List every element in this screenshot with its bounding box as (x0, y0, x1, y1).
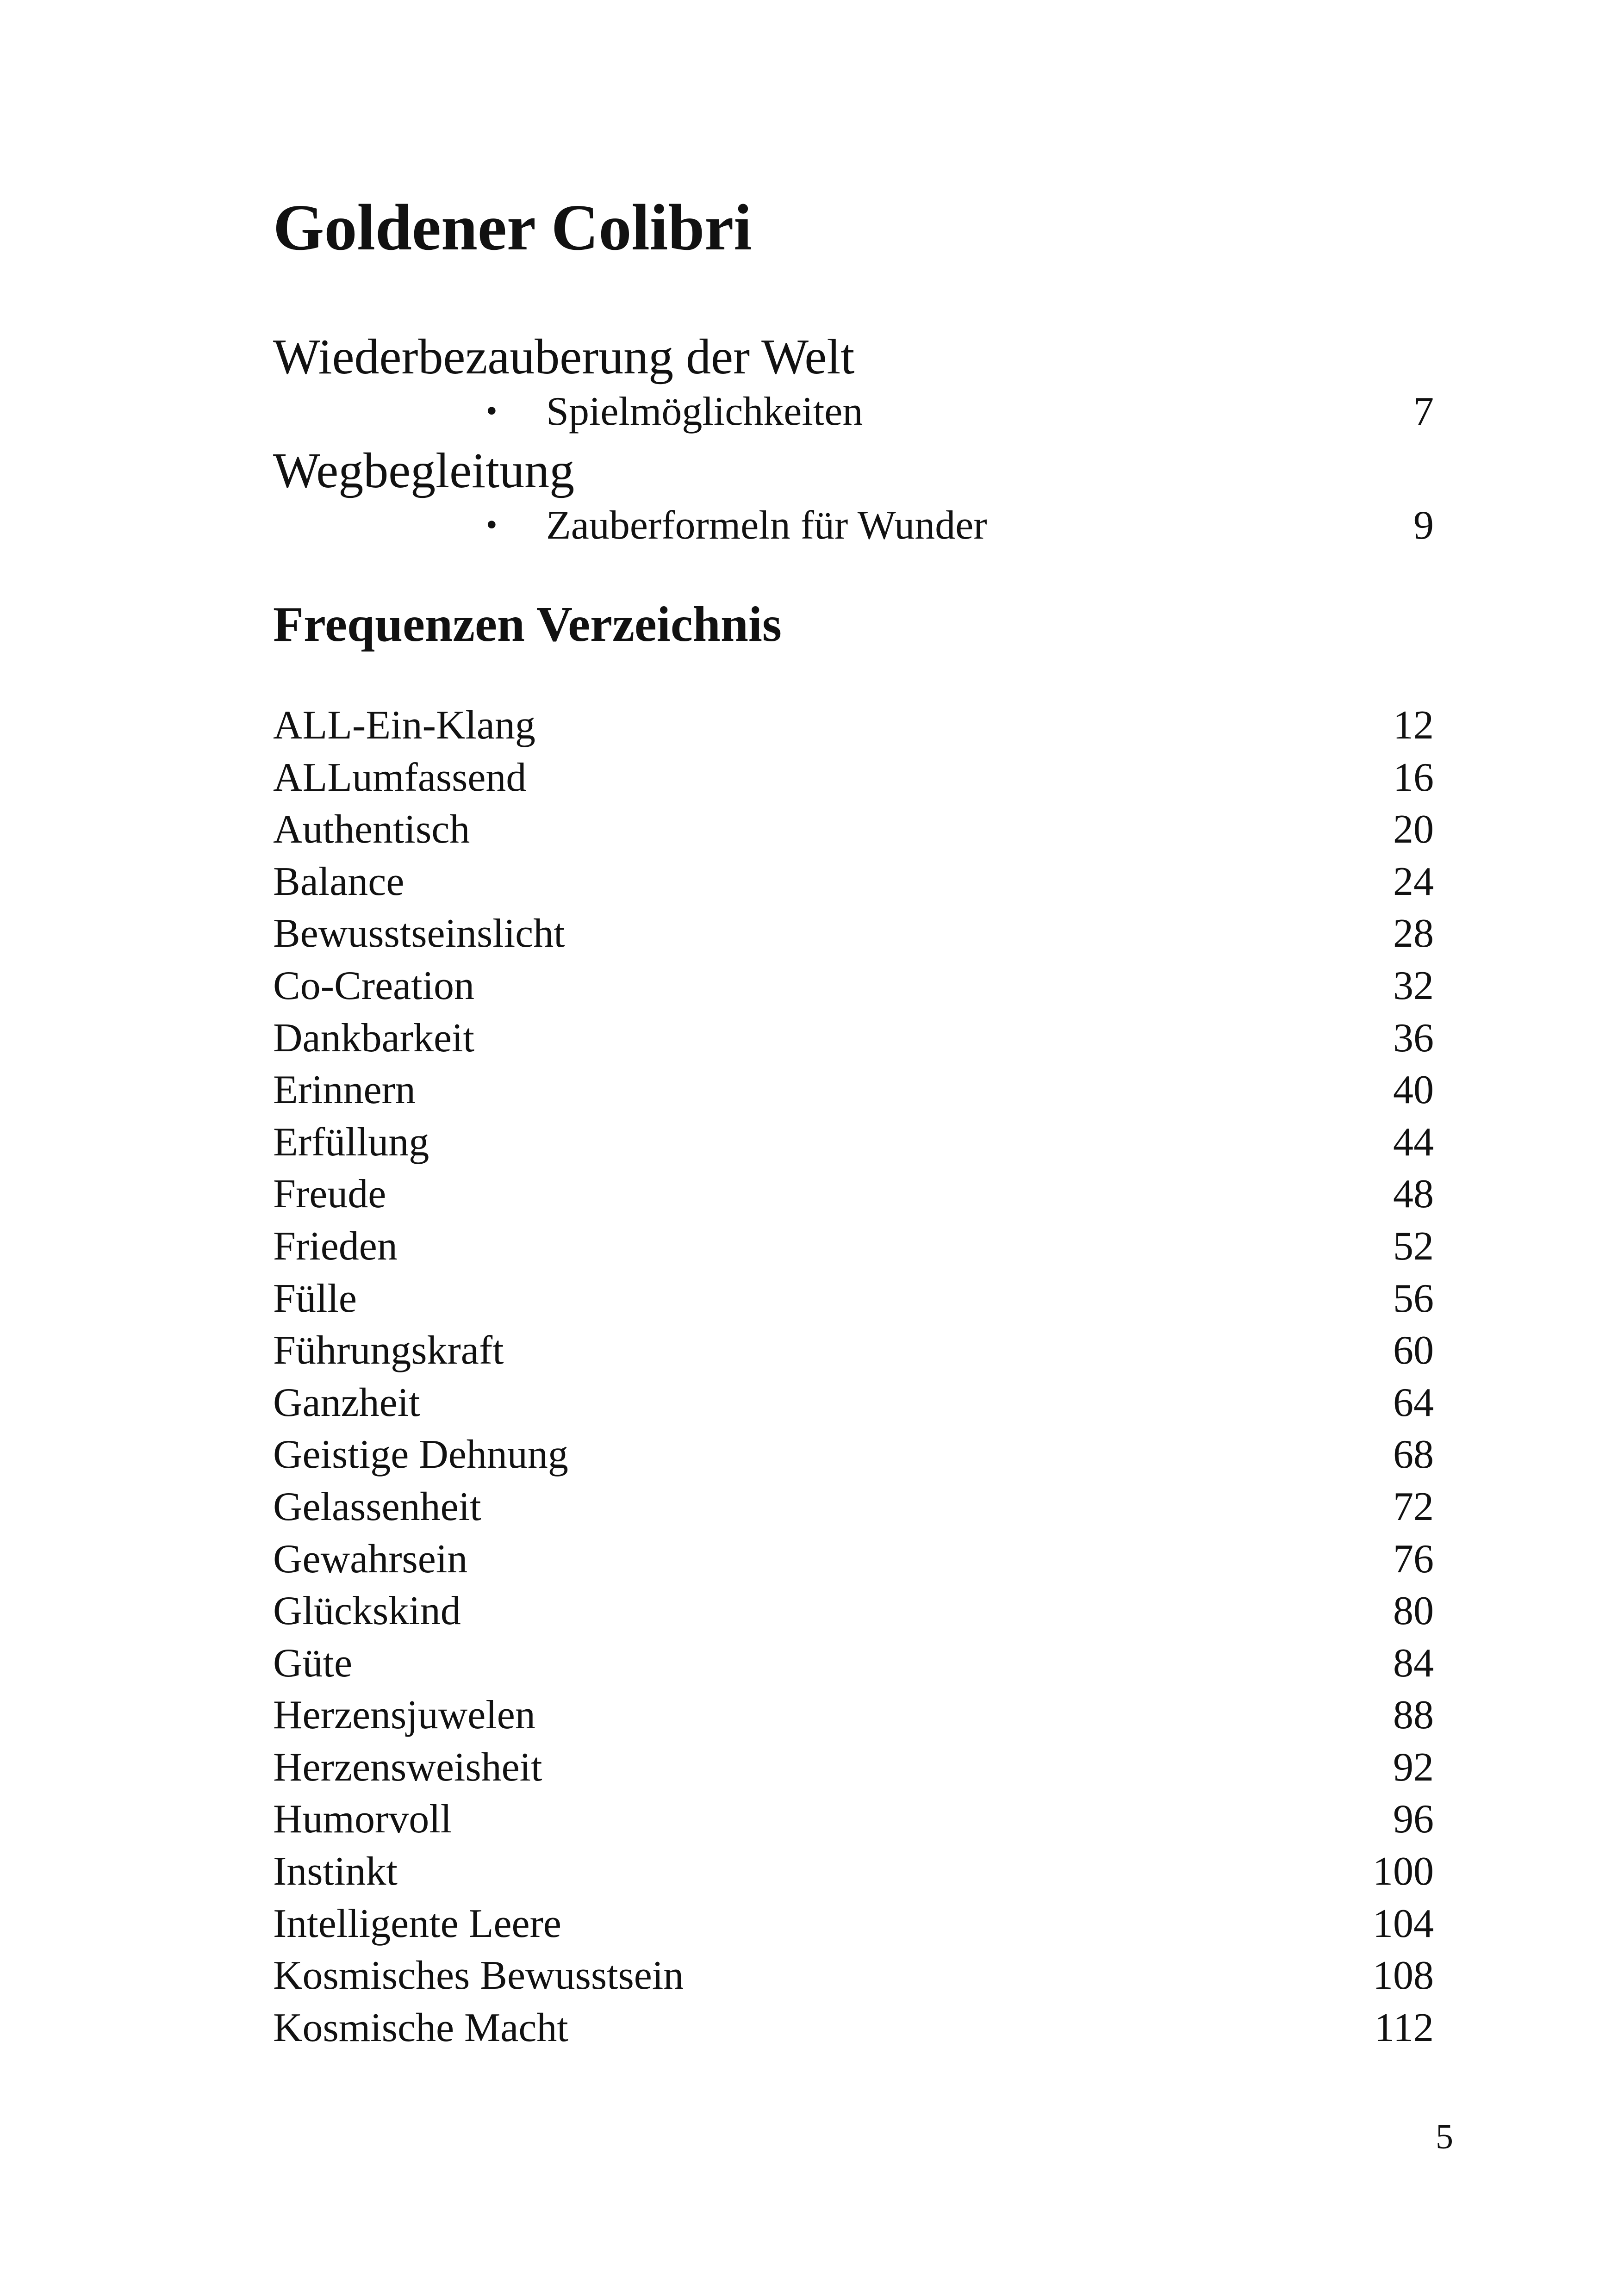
toc-entry-label: Intelligente Leere (273, 1901, 561, 1946)
toc-entry-page: 64 (1393, 1380, 1434, 1425)
toc-subitem-label: Zauberformeln für Wunder (546, 503, 987, 548)
bullet-icon: • (486, 507, 498, 543)
toc-entry-label: Geistige Dehnung (273, 1432, 568, 1477)
toc-entry-label: Erfüllung (273, 1119, 429, 1165)
toc-entry-page: 68 (1393, 1432, 1434, 1477)
toc-entry-page: 36 (1393, 1015, 1434, 1061)
toc-entry-page: 60 (1393, 1328, 1434, 1373)
page-title: Goldener Colibri (273, 191, 752, 264)
toc-entry-page: 48 (1393, 1172, 1434, 1217)
toc-entry-label: Erinnern (273, 1067, 416, 1113)
toc-entry[interactable] (273, 757, 1434, 810)
toc-entry[interactable] (273, 809, 1434, 862)
toc-entry[interactable] (273, 963, 1434, 1018)
toc-entry-label: Herzensjuwelen (273, 1693, 535, 1738)
toc-entry[interactable] (273, 1799, 1434, 1851)
toc-subitem-label: Spielmöglichkeiten (546, 389, 863, 434)
section-heading-wiederbezauberung: Wiederbezauberung der Welt (273, 329, 855, 385)
toc-subitem-page: 7 (1413, 389, 1434, 434)
toc-entry[interactable] (273, 1119, 1434, 1174)
toc-entry-label: Frieden (273, 1223, 398, 1269)
toc-entry-page: 32 (1393, 963, 1434, 1008)
toc-entry-page: 88 (1393, 1693, 1434, 1738)
toc-entry-page: 100 (1373, 1849, 1434, 1894)
section-heading-wegbegleitung: Wegbegleitung (273, 443, 575, 498)
toc-entry[interactable] (273, 859, 1434, 914)
toc-entry[interactable] (273, 913, 1434, 966)
toc-entry-label: Balance (273, 859, 404, 904)
toc-entry-page: 20 (1393, 807, 1434, 852)
toc-entry-label: Authentisch (273, 807, 470, 852)
toc-entry-label: Kosmisches Bewusstsein (273, 1953, 684, 1998)
toc-entry[interactable] (273, 1067, 1434, 1122)
toc-entry[interactable] (273, 1901, 1434, 1956)
toc-entry-page: 76 (1393, 1536, 1434, 1582)
toc-entry[interactable] (273, 2005, 1434, 2060)
toc-entry-label: Gewahrsein (273, 1536, 468, 1582)
toc-entry-label: Glückskind (273, 1589, 461, 1634)
toc-entry[interactable] (273, 1380, 1434, 1435)
toc-entry-page: 28 (1393, 911, 1434, 956)
toc-entry-label: Führungskraft (273, 1328, 504, 1373)
toc-entry[interactable] (273, 1640, 1434, 1695)
toc-entry-page: 104 (1373, 1901, 1434, 1946)
frequencies-heading: Frequenzen Verzeichnis (273, 597, 782, 652)
toc-entry[interactable] (273, 1744, 1434, 1800)
toc-entry[interactable] (273, 1434, 1434, 1487)
toc-entry[interactable] (273, 1015, 1434, 1070)
toc-entry-page: 40 (1393, 1067, 1434, 1113)
toc-entry[interactable] (273, 1484, 1434, 1539)
toc-entry-page: 80 (1393, 1589, 1434, 1634)
toc-entry-label: Gelassenheit (273, 1484, 481, 1529)
toc-entry[interactable] (273, 1330, 1434, 1383)
toc-entry-page: 52 (1393, 1223, 1434, 1269)
toc-entry-label: Instinkt (273, 1849, 398, 1894)
toc-subitem-spielmoeglichkeiten[interactable] (273, 391, 1434, 442)
bullet-icon: • (486, 393, 498, 429)
toc-entry-page: 24 (1393, 859, 1434, 904)
toc-entry-page: 12 (1393, 703, 1434, 748)
toc-entry[interactable] (273, 1223, 1434, 1278)
toc-entry-page: 16 (1393, 755, 1434, 800)
toc-entry[interactable] (273, 1174, 1434, 1226)
toc-entry-label: Kosmische Macht (273, 2005, 568, 2050)
toc-entry-label: ALL-Ein-Klang (273, 703, 535, 748)
toc-entry-label: Dankbarkeit (273, 1015, 474, 1061)
toc-entry[interactable] (273, 1851, 1434, 1904)
toc-subitem-zauberformeln[interactable] (273, 505, 1434, 556)
toc-entry-page: 108 (1373, 1953, 1434, 1998)
toc-entry-label: Co-Creation (273, 963, 475, 1008)
toc-entry-label: Herzensweisheit (273, 1744, 542, 1790)
toc-entry-label: Humorvoll (273, 1797, 452, 1842)
toc-entry-page: 92 (1393, 1744, 1434, 1790)
toc-entry-label: ALLumfassend (273, 755, 527, 800)
toc-entry[interactable] (273, 1695, 1434, 1747)
toc-entry[interactable] (273, 705, 1434, 757)
toc-entry[interactable] (273, 1536, 1434, 1591)
toc-entry-label: Bewusstseinslicht (273, 911, 565, 956)
toc-entry-page: 96 (1393, 1797, 1434, 1842)
toc-entry-label: Fülle (273, 1276, 357, 1321)
toc-entry[interactable] (273, 1591, 1434, 1643)
toc-subitem-page: 9 (1413, 503, 1434, 548)
toc-entry-label: Freude (273, 1172, 386, 1217)
toc-entry[interactable] (273, 1955, 1434, 2008)
toc-list (273, 705, 1434, 2060)
page-number: 5 (1436, 2117, 1453, 2156)
toc-entry-page: 72 (1393, 1484, 1434, 1529)
toc-entry-page: 84 (1393, 1640, 1434, 1686)
toc-entry-page: 44 (1393, 1119, 1434, 1165)
toc-entry-page: 56 (1393, 1276, 1434, 1321)
toc-entry-label: Güte (273, 1640, 353, 1686)
toc-entry[interactable] (273, 1278, 1434, 1331)
toc-entry-page: 112 (1374, 2005, 1434, 2050)
toc-entry-label: Ganzheit (273, 1380, 420, 1425)
